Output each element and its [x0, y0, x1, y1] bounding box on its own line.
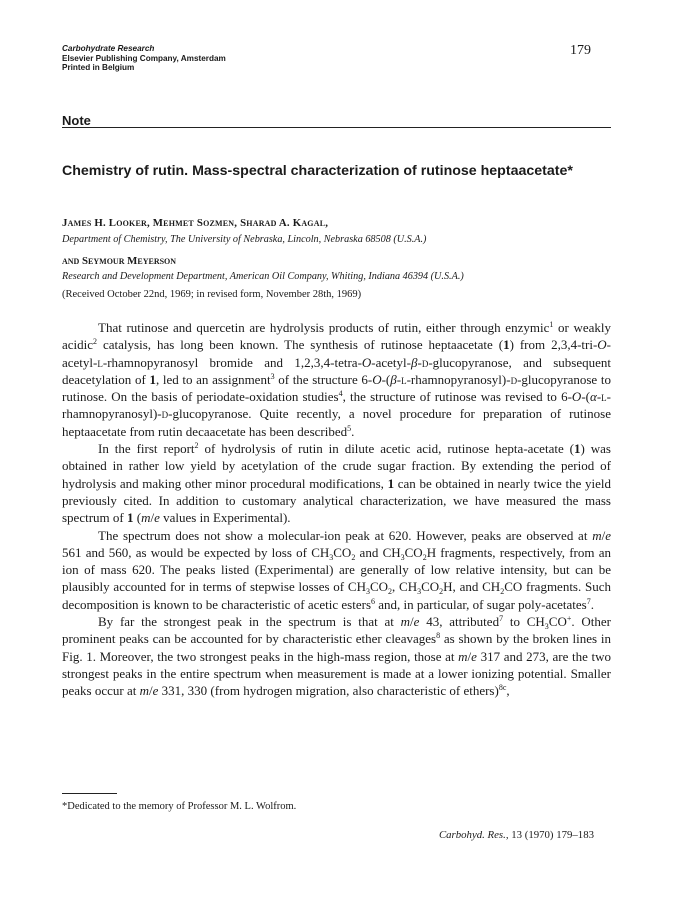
citation-ref: 13 (1970) 179–183 [508, 829, 594, 841]
section-label: Note [62, 113, 91, 128]
page-number: 179 [570, 43, 591, 58]
affiliation-2 [62, 271, 464, 282]
received-dates: (Received October 22nd, 1969; in revised form, November 28th, 1969) [62, 289, 362, 300]
paragraph-3: The spectrum does not show a molecular-ion peak at 620. However, peaks are observed at m/e 561 and 560, as would be expected by loss of $CH_3CO_2$ and $CH_3CO_2H$ fragments, respectively, from an ion of mass 620. The peaks listed (Experimental) are generally of low relative intensity, but can be plausibly accounted for in terms of stepwise losses of $CH_3CO_2$, $CH_3CO_2H$, and $CH_2CO$ fragments. Such decomposition is known to be characteristic of acetic esters$^6$ and, in particular, of sugar poly-acetates$^7$. [62, 527, 612, 612]
citation-journal: Carbohyd. Res., [438, 829, 509, 841]
publisher-line: Elsevier Publishing Company, Amsterdam [62, 53, 226, 63]
affiliation-1: Department of Chemistry, The University of Nebraska, Lincoln, Nebraska 68508 (U.S.A.) [62, 234, 427, 245]
affiliation-2-text: Research and Development Department, American Oil Company, Whiting, Indiana 46394 (U.S.A.) [62, 271, 464, 282]
footnote-rule [62, 793, 117, 794]
footnote: *Dedicated to the memory of Professor M. L. Wolfrom. [62, 801, 297, 812]
journal-masthead [62, 44, 226, 73]
paragraph-2: In the first report$^2$ of hydrolysis of rutin in dilute acetic acid, rutinose hepta-acetate (1) was obtained in rather low yield by acetylation of the crude sugar fraction. By extending the period of hydrolysis and making other minor procedural modifications, 1 can be obtained in nearly twice the yield previously cited. In addition to customary analytical characterization, we have measured the mass spectrum of 1 (m/e values in Experimental). [62, 441, 612, 526]
section-rule [62, 127, 611, 128]
author-list-1: James H. Looker, Mehmet Sozmen, Sharad A. Kagal, [62, 217, 329, 229]
and-label: and Seymour Meyerson [62, 255, 177, 267]
article-title: Chemistry of rutin. Mass-spectral characterization of rutinose heptaacetate* [62, 163, 573, 179]
journal-name: Carbohydrate Research [62, 44, 155, 53]
paragraph-4: By far the strongest peak in the spectrum is that at m/e 43, attributed$^7$ to $CH_3CO^+$. Other prominent peaks can be accounted for by characteristic ether cleavages$^8$ as shown by the broken lines in Fig. 1. Moreover, the two strongest peaks in the high-mass region, those at m/e 317 and 273, are the two strongest peaks in the entire spectrum when measurement is made at a lower ionizing potential. Smaller peaks occur at m/e 331, 330 (from hydrogen migration, also characteristic of ethers)$^{8c}$, [62, 614, 612, 699]
printed-line: Printed in Belgium [62, 63, 135, 73]
journal-citation [439, 829, 594, 841]
paragraph-1: That rutinose and quercetin are hydrolysis products of rutin, either through enzymic$^1$ or weakly acidic$^2$ catalysis, has long been known. The synthesis of rutinose heptaacetate (1) from 2,3,4-tri-O-acetyl-l-rhamnopyranosyl bromide and 1,2,3,4-tetra-O-acetyl-β-d-glucopyranose, and subsequent deacetylation of 1, led to an assignment$^3$ of the structure 6-O-(β-l-rhamnopyranosyl)-d-glucopyranose to rutinose. On the basis of periodate-oxidation studies$^4$, the structure of rutinose was revised to 6-O-(α-l-rhamnopyranosyl)-d-glucopyranose. Quite recently, a novel procedure for preparation of rutinose heptaacetate from rutin decaacetate has been described$^5$. [62, 320, 612, 439]
article-body [62, 319, 611, 700]
